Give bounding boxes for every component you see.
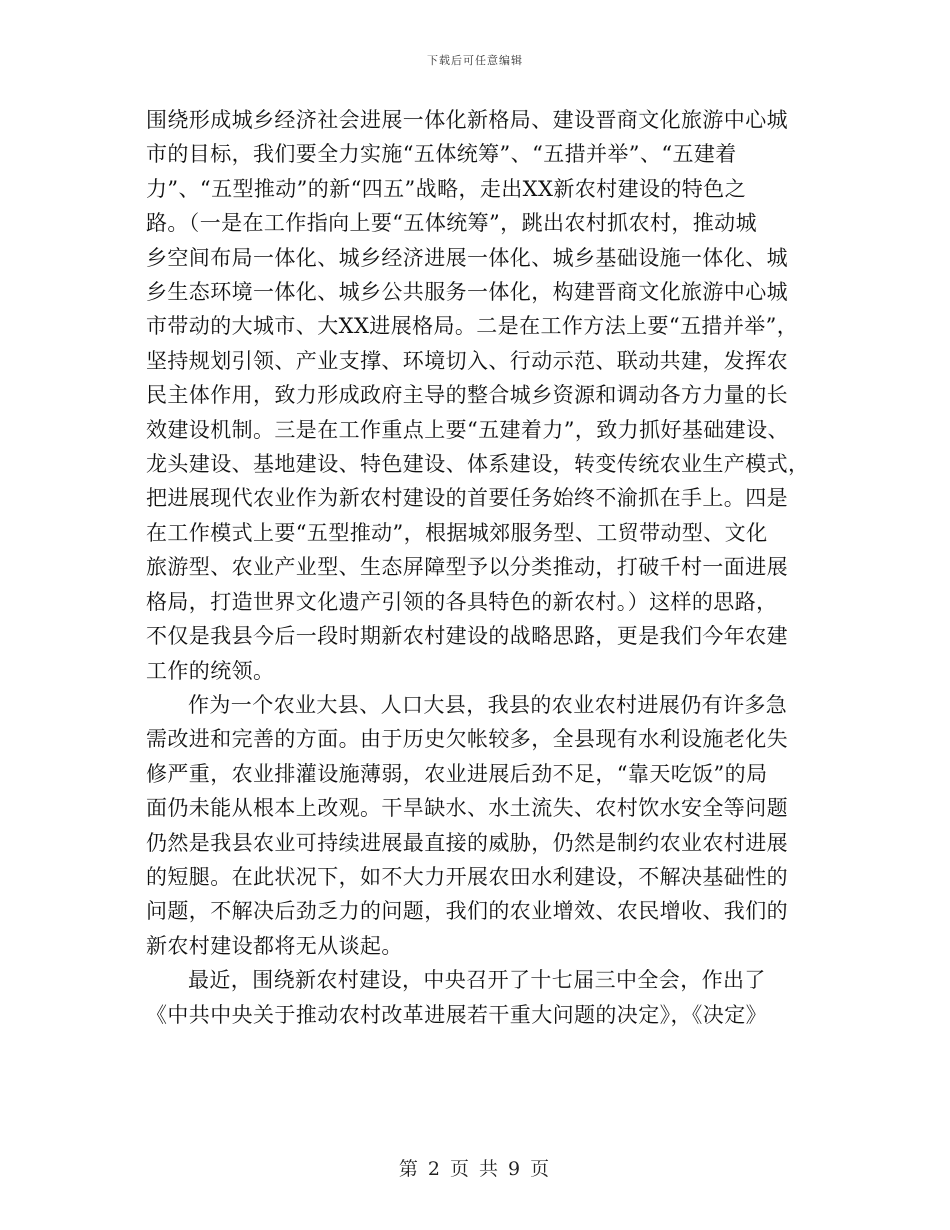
paragraph-1 [146,103,808,688]
text-line: 把进展现代农业作为新农村建设的首要任务始终不渝抓在手上。四是 [146,486,788,511]
text-line: 问题，不解决后劲乏力的问题，我们的农业增效、农民增收、我们的 [146,899,788,924]
text-line: 效建设机制。三是在工作重点上要“五建着力”，致力抓好基础建设、 [146,417,789,442]
text-line: 乡生态环境一体化、城乡公共服务一体化，构建晋商文化旅游中心城 [146,280,788,305]
text-line: 工作的统领。 [146,658,275,683]
text-line: 坚持规划引领、产业支撑、环境切入、行动示范、联动共建，发挥农 [146,348,788,373]
paragraph-3 [146,963,808,1032]
text-line: 力”、“五型推动”的新“四五”战略，走出XX新农村建设的特色之 [146,176,746,201]
page-header: 下载后可任意编辑 [427,54,523,67]
text-line: 市带动的大城市、大XX进展格局。二是在工作方法上要“五措并举”， [146,314,799,339]
text-line: 新农村建设都将无从谈起。 [146,933,403,958]
text-line: 乡空间布局一体化、城乡经济进展一体化、城乡基础设施一体化、城 [146,245,788,270]
page-number: 第 2 页 共 9 页 [398,1158,552,1180]
text-line: 龙头建设、基地建设、特色建设、体系建设，转变传统农业生产模式， [146,452,810,477]
text-line: 作为一个农业大县、人口大县，我县的农业农村进展仍有许多急 [188,692,788,717]
text-line: 路。（一是在工作指向上要“五体统筹”，跳出农村抓农村，推动城 [146,211,757,236]
text-line: 《中共中央关于推动农村改革进展若干重大问题的决定》，《决定》 [146,1002,767,1027]
text-line: 民主体作用，致力形成政府主导的整合城乡资源和调动各方力量的长 [146,383,788,408]
text-line: 面仍未能从根本上改观。干旱缺水、水土流失、农村饮水安全等问题 [146,796,788,821]
text-line: 格局，打造世界文化遗产引领的各具特色的新农村。）这样的思路， [146,589,778,614]
text-line: 在工作模式上要“五型推动”，根据城郊服务型、工贸带动型、文化 [146,520,768,545]
text-line: 仍然是我县农业可持续进展最直接的威胁，仍然是制约农业农村进展 [146,830,788,855]
text-line: 不仅是我县今后一段时期新农村建设的战略思路，更是我们今年农建 [146,624,788,649]
text-line: 的短腿。在此状况下，如不大力开展农田水利建设，不解决基础性的 [146,864,788,889]
text-line: 最近，围绕新农村建设，中央召开了十七届三中全会，作出了 [188,968,766,993]
text-line: 修严重，农业排灌设施薄弱，农业进展后劲不足，“靠天吃饭”的局 [146,761,768,786]
document-body [146,103,808,1032]
text-line: 市的目标，我们要全力实施“五体统筹”、“五措并举”、“五建着 [146,142,737,167]
text-line: 围绕形成城乡经济社会进展一体化新格局、建设晋商文化旅游中心城 [146,108,788,132]
text-line: 需改进和完善的方面。由于历史欠帐较多，全县现有水利设施老化失 [146,727,788,752]
paragraph-2 [146,688,808,963]
text-line: 旅游型、农业产业型、生态屏障型予以分类推动，打破千村一面进展 [146,555,788,580]
